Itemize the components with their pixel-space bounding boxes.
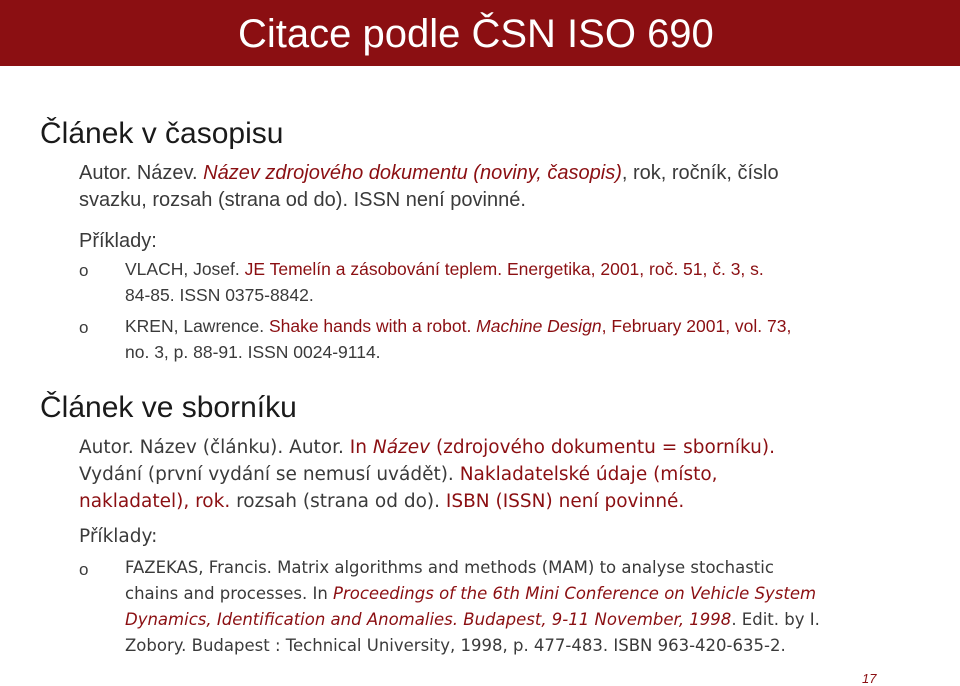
example-details: , February 2001, vol. 73, — [601, 316, 792, 336]
examples-label: Příklady: — [79, 230, 157, 252]
slide-title: Citace podle ČSN ISO 690 — [238, 12, 714, 56]
format-rest: , rok, ročník, číslo — [621, 162, 779, 184]
bullet-marker: o — [79, 318, 89, 337]
example-article-title: Shake hands with a robot. — [268, 316, 477, 336]
proceedings-format-line-2 — [79, 461, 939, 488]
section-heading-journal-article: Článek v časopisu — [40, 117, 284, 150]
bullet-marker: o — [79, 261, 89, 280]
format-author: Autor. — [79, 437, 140, 458]
format-in: In — [349, 437, 373, 458]
format-source-title: Název zdrojového dokumentu (noviny, časopis) — [203, 162, 622, 184]
proceedings-example-line-1 — [125, 555, 925, 581]
format-author: Autor. — [79, 162, 137, 184]
examples-label: Příklady: — [79, 526, 158, 547]
format-source-title: Název — [372, 437, 431, 458]
journal-format-line-2: svazku, rozsah (strana od do). ISSN není povinné. — [79, 189, 526, 211]
proceedings-format-line-1 — [79, 434, 939, 461]
example-author: FAZEKAS, Francis. — [125, 558, 278, 577]
example-proceedings-title-end: Dynamics, Identification and Anomalies. Budapest, 9-11 November, 1998 — [125, 610, 732, 629]
format-range: rozsah (strana od do). — [236, 491, 446, 512]
example-details: JE Temelín a zásobování teplem. Energetika, 2001, roč. 51, č. 3, s. — [244, 259, 764, 279]
format-editor: Autor. — [289, 437, 350, 458]
bullet-marker: o — [79, 560, 89, 579]
example-author: VLACH, Josef. — [125, 259, 245, 279]
journal-example-2-line-1 — [125, 313, 925, 339]
proceedings-example-line-4: Zobory. Budapest : Technical University, 1998, p. 477-483. ISBN 963-420-635-2. — [125, 636, 786, 655]
format-source-note: (zdrojového dokumentu = sborníku). — [430, 437, 775, 458]
example-article-title: Matrix algorithms and methods (MAM) to analyse stochastic — [277, 558, 774, 577]
proceedings-example-line-3 — [125, 607, 925, 633]
example-proceedings-title: Proceedings of the 6th Mini Conference on Vehicle System — [333, 584, 817, 603]
section-heading-proceedings-article: Článek ve sborníku — [40, 391, 297, 424]
format-title: Název. — [136, 162, 204, 184]
example-author: KREN, Lawrence. — [125, 316, 269, 336]
journal-example-2-line-2: no. 3, p. 88-91. ISSN 0024-9114. — [125, 342, 381, 362]
journal-example-1-line-1 — [125, 256, 925, 282]
format-publisher-year: nakladatel), rok. — [79, 491, 237, 512]
proceedings-format-line-3 — [79, 488, 939, 515]
page-number: 17 — [862, 671, 877, 686]
format-edition: Vydání (první vydání se nemusí uvádět). — [79, 464, 460, 485]
journal-format-line-1 — [79, 160, 939, 187]
format-publisher: Nakladatelské údaje (místo, — [459, 464, 718, 485]
format-article-title: Název (článku). — [139, 437, 290, 458]
example-journal-title: Machine Design — [476, 316, 602, 336]
example-editor: . Edit. by I. — [731, 610, 820, 629]
format-isbn: ISBN (ISSN) není povinné. — [445, 491, 685, 512]
title-bar — [0, 0, 960, 66]
proceedings-example-line-2 — [125, 581, 925, 607]
journal-example-1-line-2: 84-85. ISSN 0375-8842. — [125, 285, 314, 305]
example-article-title-end: chains and processes. In — [125, 584, 334, 603]
